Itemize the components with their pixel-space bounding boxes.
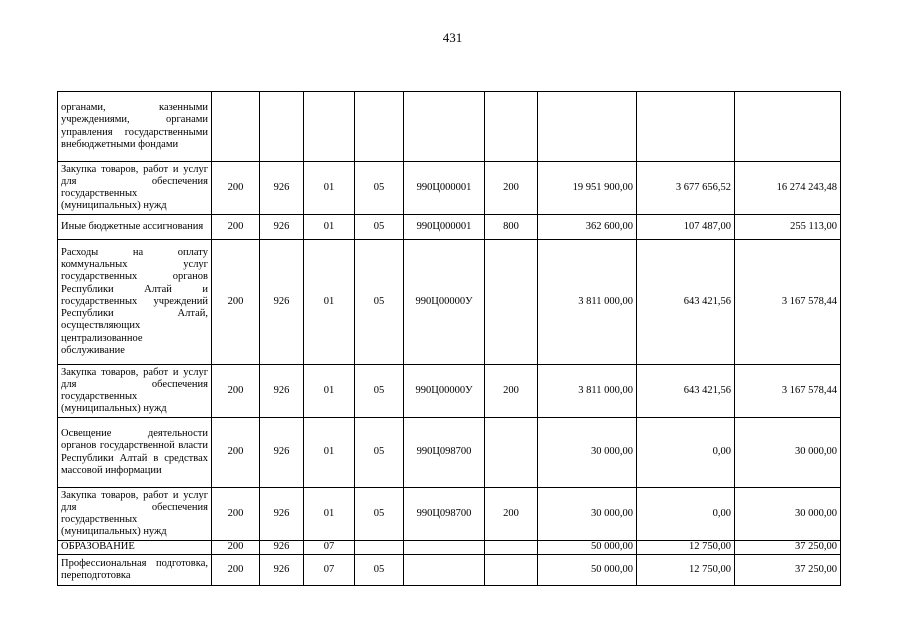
cell-code-2: 926 <box>260 162 304 215</box>
cell-amount-remaining: 255 113,00 <box>735 215 841 240</box>
cell-amount-approved: 30 000,00 <box>538 418 637 488</box>
cell-subsection <box>355 541 404 555</box>
cell-section: 01 <box>304 488 355 541</box>
cell-amount-remaining: 37 250,00 <box>735 555 841 586</box>
cell-code-1: 200 <box>212 555 260 586</box>
cell-amount-approved: 50 000,00 <box>538 555 637 586</box>
cell-code-2: 926 <box>260 555 304 586</box>
cell-code-2: 926 <box>260 240 304 365</box>
cell-section <box>304 92 355 162</box>
cell-subsection: 05 <box>355 418 404 488</box>
cell-expense-type: 800 <box>485 215 538 240</box>
table-row <box>58 92 841 162</box>
cell-amount-remaining: 3 167 578,44 <box>735 240 841 365</box>
cell-amount-executed: 643 421,56 <box>637 365 735 418</box>
cell-amount-executed: 3 677 656,52 <box>637 162 735 215</box>
cell-subsection: 05 <box>355 240 404 365</box>
cell-expense-type <box>485 555 538 586</box>
cell-target-article <box>404 92 485 162</box>
cell-target-article <box>404 555 485 586</box>
cell-amount-executed: 0,00 <box>637 488 735 541</box>
cell-amount-approved: 3 811 000,00 <box>538 240 637 365</box>
cell-code-2 <box>260 92 304 162</box>
table-row <box>58 488 841 541</box>
table-row <box>58 365 841 418</box>
cell-code-1: 200 <box>212 418 260 488</box>
cell-subsection <box>355 92 404 162</box>
cell-name: Иные бюджетные ассигнования <box>58 215 212 240</box>
cell-section: 07 <box>304 555 355 586</box>
cell-amount-approved <box>538 92 637 162</box>
cell-amount-remaining: 3 167 578,44 <box>735 365 841 418</box>
cell-target-article: 990Ц00000У <box>404 240 485 365</box>
table-row <box>58 418 841 488</box>
cell-amount-approved: 19 951 900,00 <box>538 162 637 215</box>
cell-amount-executed: 107 487,00 <box>637 215 735 240</box>
cell-subsection: 05 <box>355 488 404 541</box>
cell-amount-executed <box>637 92 735 162</box>
cell-section: 01 <box>304 215 355 240</box>
cell-expense-type: 200 <box>485 488 538 541</box>
cell-expense-type <box>485 240 538 365</box>
table-row <box>58 555 841 586</box>
cell-amount-executed: 12 750,00 <box>637 555 735 586</box>
cell-amount-remaining: 16 274 243,48 <box>735 162 841 215</box>
cell-target-article <box>404 541 485 555</box>
cell-name: Расходы на оплату коммунальных услуг государственных органов Республики Алтай и государственных учреждений Республики Алтай, осуществляющих централизованное обслуживание <box>58 240 212 365</box>
cell-target-article: 990Ц000001 <box>404 215 485 240</box>
table-row <box>58 162 841 215</box>
cell-code-1: 200 <box>212 488 260 541</box>
cell-code-1: 200 <box>212 215 260 240</box>
cell-section: 01 <box>304 162 355 215</box>
cell-expense-type <box>485 541 538 555</box>
table-row <box>58 240 841 365</box>
cell-name: органами, казенными учреждениями, органами управления государственными внебюджетными фондами <box>58 92 212 162</box>
cell-code-2: 926 <box>260 365 304 418</box>
cell-amount-executed: 0,00 <box>637 418 735 488</box>
cell-amount-approved: 50 000,00 <box>538 541 637 555</box>
cell-name: ОБРАЗОВАНИЕ <box>58 541 212 555</box>
cell-subsection: 05 <box>355 365 404 418</box>
cell-name: Профессиональная подготовка, переподготовка <box>58 555 212 586</box>
table-row <box>58 215 841 240</box>
cell-expense-type <box>485 92 538 162</box>
cell-subsection: 05 <box>355 215 404 240</box>
cell-section: 07 <box>304 541 355 555</box>
cell-section: 01 <box>304 365 355 418</box>
cell-code-2: 926 <box>260 215 304 240</box>
page-number: 431 <box>442 30 463 45</box>
cell-expense-type: 200 <box>485 365 538 418</box>
cell-code-1: 200 <box>212 541 260 555</box>
cell-amount-approved: 30 000,00 <box>538 488 637 541</box>
cell-amount-approved: 362 600,00 <box>538 215 637 240</box>
cell-code-1 <box>212 92 260 162</box>
cell-expense-type <box>485 418 538 488</box>
cell-target-article: 990Ц098700 <box>404 488 485 541</box>
cell-target-article: 990Ц000001 <box>404 162 485 215</box>
cell-amount-executed: 643 421,56 <box>637 240 735 365</box>
cell-section: 01 <box>304 240 355 365</box>
cell-code-2: 926 <box>260 488 304 541</box>
cell-name: Освещение деятельности органов государственной власти Республики Алтай в средствах массовой информации <box>58 418 212 488</box>
cell-amount-executed: 12 750,00 <box>637 541 735 555</box>
cell-amount-approved: 3 811 000,00 <box>538 365 637 418</box>
cell-code-1: 200 <box>212 240 260 365</box>
table-row <box>58 541 841 555</box>
cell-target-article: 990Ц00000У <box>404 365 485 418</box>
cell-amount-remaining <box>735 92 841 162</box>
cell-name: Закупка товаров, работ и услуг для обеспечения государственных (муниципальных) нужд <box>58 488 212 541</box>
cell-subsection: 05 <box>355 162 404 215</box>
cell-code-1: 200 <box>212 162 260 215</box>
budget-table <box>57 91 841 586</box>
cell-amount-remaining: 37 250,00 <box>735 541 841 555</box>
cell-name: Закупка товаров, работ и услуг для обеспечения государственных (муниципальных) нужд <box>58 162 212 215</box>
cell-section: 01 <box>304 418 355 488</box>
cell-code-2: 926 <box>260 418 304 488</box>
cell-expense-type: 200 <box>485 162 538 215</box>
cell-code-1: 200 <box>212 365 260 418</box>
cell-amount-remaining: 30 000,00 <box>735 418 841 488</box>
cell-name: Закупка товаров, работ и услуг для обеспечения государственных (муниципальных) нужд <box>58 365 212 418</box>
cell-subsection: 05 <box>355 555 404 586</box>
cell-target-article: 990Ц098700 <box>404 418 485 488</box>
cell-amount-remaining: 30 000,00 <box>735 488 841 541</box>
cell-code-2: 926 <box>260 541 304 555</box>
